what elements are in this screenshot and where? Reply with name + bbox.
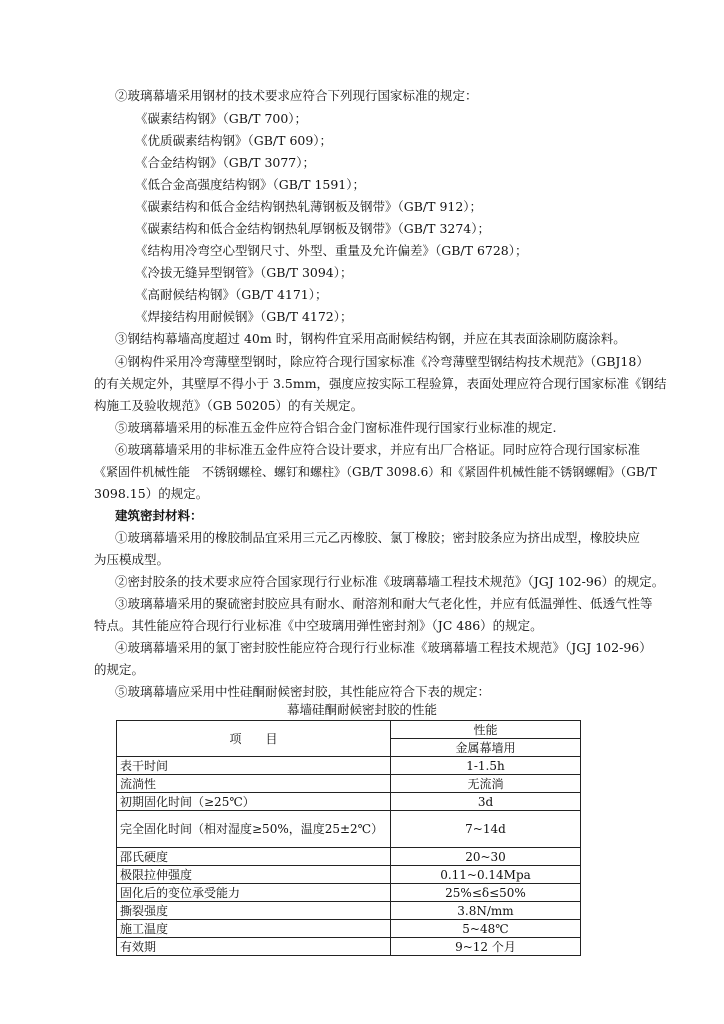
row-value: 3d [391,793,581,811]
table-row [117,920,581,938]
standard-item: 《碳素结构钢》（GB/T 700）； [135,111,308,126]
paragraph-line: ③玻璃幕墙采用的聚硫密封胶应具有耐水、耐溶剂和耐大气老化性，并应有低温弹性、低透气性等 [115,596,653,611]
table-row [117,866,581,884]
standard-item: 《低合金高强度结构钢》（GB/T 1591）； [135,177,366,192]
steel-standards-intro: ②玻璃幕墙采用钢材的技术要求应符合下列现行国家标准的规定： [115,88,478,103]
row-item: 有效期 [117,938,391,956]
standard-item: 《冷拔无缝异型钢管》（GB/T 3094）； [135,265,353,280]
paragraph-line: 的规定。 [94,662,145,677]
row-item: 初期固化时间（≥25℃） [117,793,391,811]
table-row [117,902,581,920]
table-row [117,775,581,793]
row-value: 1-1.5h [391,757,581,775]
paragraph-line: 构施工及验收规范》（GB 50205）的有关规定。 [94,398,364,413]
paragraph-line: 的有关规定外，其壁厚不得小于 3.5mm，强度应按实际工程验算，表面处理应符合现行国家标准《钢结 [94,376,667,391]
header-item: 项 目 [117,721,391,757]
paragraph-line: ③钢结构幕墙高度超过 40m 时，钢构件宜采用高耐候结构钢，并应在其表面涂刷防腐涂料。 [115,331,626,346]
paragraph-line: ④玻璃幕墙采用的氯丁密封胶性能应符合现行行业标准《玻璃幕墙工程技术规范》（JGJ 102-96） [115,640,652,655]
paragraph-line: ①玻璃幕墙采用的橡胶制品宜采用三元乙丙橡胶、氯丁橡胶；密封胶条应为挤出成型，橡胶块应 [115,530,641,545]
standard-item: 《碳素结构和低合金结构钢热轧薄钢板及钢带》（GB/T 912）； [135,199,483,214]
row-value: 无流淌 [391,775,581,793]
table-row [117,938,581,956]
paragraph-line: 特点。其性能应符合现行行业标准《中空玻璃用弹性密封剂》（JC 486）的规定。 [94,618,543,633]
header-performance: 性能 [391,721,581,739]
sealant-performance-table [116,720,581,956]
paragraph-line: ⑥玻璃幕墙采用的非标准五金件应符合设计要求，并应有出厂合格证。同时应符合现行国家标准 [115,442,641,457]
row-value: 7~14d [391,811,581,848]
section-heading: 建筑密封材料： [115,508,203,523]
row-item: 撕裂强度 [117,902,391,920]
row-value: 9~12 个月 [391,938,581,956]
standard-item: 《高耐候结构钢》（GB/T 4171）； [135,287,328,302]
row-value: 3.8N/mm [391,902,581,920]
table-row [117,884,581,902]
paragraph-line: ⑤玻璃幕墙应采用中性硅酮耐候密封胶，其性能应符合下表的规定： [115,684,491,699]
paragraph-line: 3098.15）的规定。 [94,486,209,501]
standard-item: 《合金结构钢》（GB/T 3077）； [135,155,316,170]
header-metal-curtain-wall: 金属幕墙用 [391,739,581,757]
row-item: 流淌性 [117,775,391,793]
row-item: 完全固化时间（相对湿度≥50%，温度25±2℃） [117,811,391,848]
row-value: 20~30 [391,848,581,866]
row-value: 5~48℃ [391,920,581,938]
row-item: 表干时间 [117,757,391,775]
paragraph-line: ②密封胶条的技术要求应符合国家现行行业标准《玻璃幕墙工程技术规范》（JGJ 102-96）的规定。 [115,574,665,589]
paragraph-line: ⑤玻璃幕墙采用的标准五金件应符合铝合金门窗标准件现行国家行业标准的规定. [115,420,557,435]
paragraph-line: 《紧固件机械性能 不锈钢螺栓、螺钉和螺柱》（GB/T 3098.6）和《紧固件机械性能不锈钢螺帽》（GB/T [94,465,657,479]
row-value: 25%≤δ≤50% [391,884,581,902]
table-row [117,757,581,775]
table-row [117,848,581,866]
row-item: 固化后的变位承受能力 [117,884,391,902]
standard-item: 《结构用冷弯空心型钢尺寸、外型、重量及允许偏差》（GB/T 6728）； [135,243,528,258]
paragraph-line: 为压模成型。 [94,552,170,567]
standard-item: 《优质碳素结构钢》（GB/T 609）； [135,133,333,148]
table-row [117,811,581,848]
row-item: 邵氏硬度 [117,848,391,866]
table-caption: 幕墙硅酮耐候密封胶的性能 [286,702,437,717]
row-item: 极限拉伸强度 [117,866,391,884]
standard-item: 《焊接结构用耐候钢》（GB/T 4172）； [135,309,353,324]
table-row [117,793,581,811]
standard-item: 《碳素结构和低合金结构钢热轧厚钢板及钢带》（GB/T 3274）； [135,221,491,236]
row-item: 施工温度 [117,920,391,938]
paragraph-line: ④钢构件采用冷弯薄壁型钢时，除应符合现行国家标准《冷弯薄壁型钢结构技术规范》（GBJ18） [115,354,649,369]
row-value: 0.11~0.14Mpa [391,866,581,884]
